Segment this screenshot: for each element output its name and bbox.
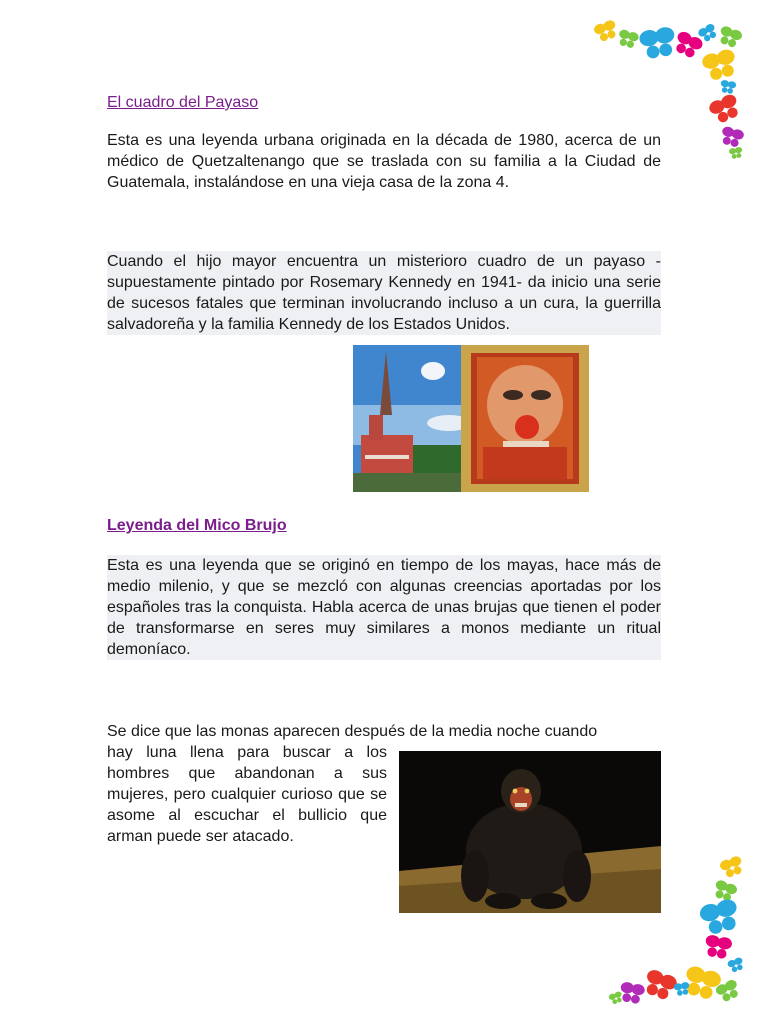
paragraph-mico-brujo-origin: Esta es una leyenda que se originó en tiempo de los mayas, hace más de medio milenio, y que se mezcló con algunas creencias aportadas por los españoles tras la conquista. Habla acerca de unas brujas que tienen el poder de transformarse en seres muy similares a monos mediante un ritual demoníaco. [107, 557, 661, 658]
paragraph-monas-first-line: Se dice que las monas aparecen después de la media noche cuando [107, 723, 598, 740]
paragraph-monas-continued: hay luna llena para buscar a los hombres que abandonan a sus mujeres, pero cualquier curioso que se asome al escuchar el bullicio que arman puede ser atacado. [107, 744, 387, 845]
section-title-payaso: El cuadro del Payaso [107, 94, 259, 111]
paragraph-payaso-story: Cuando el hijo mayor encuentra un misterioro cuadro de un payaso - supuestamente pintado por Rosemary Kennedy en 1941- da inicio una serie de sucesos fatales que terminan involucrando incluso a un cura, la guerrilla salvadoreña y la familia Kennedy de los Estados Unidos. [107, 253, 661, 333]
section-title-mico-brujo: Leyenda del Mico Brujo [107, 517, 287, 534]
paragraph-payaso-intro: Esta es una leyenda urbana originada en la década de 1980, acerca de un médico de Quetzaltenango que se traslada con su familia a la Ciudad de Guatemala, instalándose en una vieja casa de la zona 4. [107, 132, 661, 191]
mico-brujo-creature-image [399, 751, 661, 913]
church-and-clown-painting-image [353, 345, 589, 492]
